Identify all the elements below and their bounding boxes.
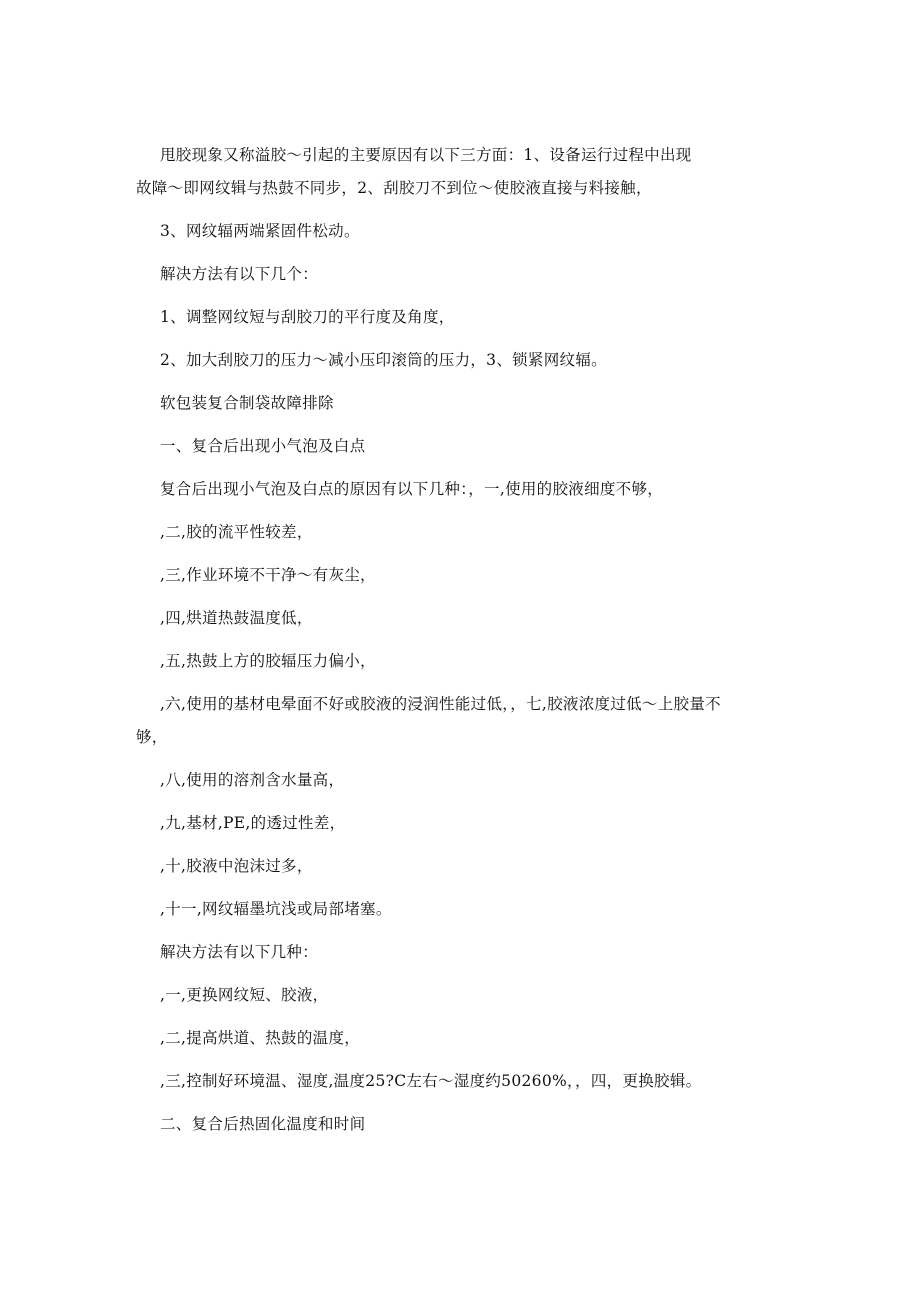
list-item: ,三,作业环境不干净～有灰尘， bbox=[160, 566, 376, 584]
list-item: ,二,胶的流平性较差， bbox=[160, 523, 313, 541]
list-item: ,十,胶液中泡沫过多， bbox=[160, 857, 313, 875]
list-item: ,六,使用的基材电晕面不好或胶液的浸润性能过低，，七,胶液浓度过低～上胶量不 bbox=[160, 695, 721, 713]
paragraph-line: 1、调整网纹短与刮胶刀的平行度及角度， bbox=[160, 308, 455, 326]
list-item: ,四,烘道热鼓温度低， bbox=[160, 609, 313, 627]
paragraph-line: 故障～即网纹辑与热鼓不同步，2、刮胶刀不到位～使胶液直接与料接触， bbox=[136, 179, 652, 197]
list-item: ,五,热鼓上方的胶辐压力偏小， bbox=[160, 652, 376, 670]
paragraph-line: 2、加大刮胶刀的压力～减小压印滚筒的压力，3、锁紧网纹辐。 bbox=[160, 351, 607, 369]
paragraph-line: 解决方法有以下几种： bbox=[160, 943, 319, 961]
section-heading: 软包装复合制袋故障排除 bbox=[160, 394, 334, 412]
paragraph-line: 解决方法有以下几个： bbox=[160, 265, 319, 283]
paragraph-line: 甩胶现象又称溢胶～引起的主要原因有以下三方面：1、设备运行过程中出现 bbox=[160, 146, 692, 164]
list-item: ,八,使用的溶剂含水量高， bbox=[160, 771, 345, 789]
list-item-continuation: 够， bbox=[136, 728, 168, 746]
paragraph-line: 3、网纹辐两端紧固件松动。 bbox=[160, 222, 360, 240]
list-item: ,一,更换网纹短、胶液， bbox=[160, 986, 329, 1004]
section-heading: 二、复合后热固化温度和时间 bbox=[160, 1115, 366, 1133]
paragraph-line: 复合后出现小气泡及白点的原因有以下几种：，一,使用的胶液细度不够， bbox=[160, 480, 664, 498]
list-item: ,三,控制好环境温、湿度,温度25?C左右～湿度约50260%，，四，更换胶辑。 bbox=[160, 1072, 702, 1090]
document-body bbox=[0, 145, 920, 1134]
list-item: ,九,基材,PE,的透过性差， bbox=[160, 814, 346, 832]
section-heading: 一、复合后出现小气泡及白点 bbox=[160, 437, 366, 455]
list-item: ,十一,网纹辐墨坑浅或局部堵塞。 bbox=[160, 900, 392, 918]
list-item: ,二,提高烘道、热鼓的温度， bbox=[160, 1029, 361, 1047]
